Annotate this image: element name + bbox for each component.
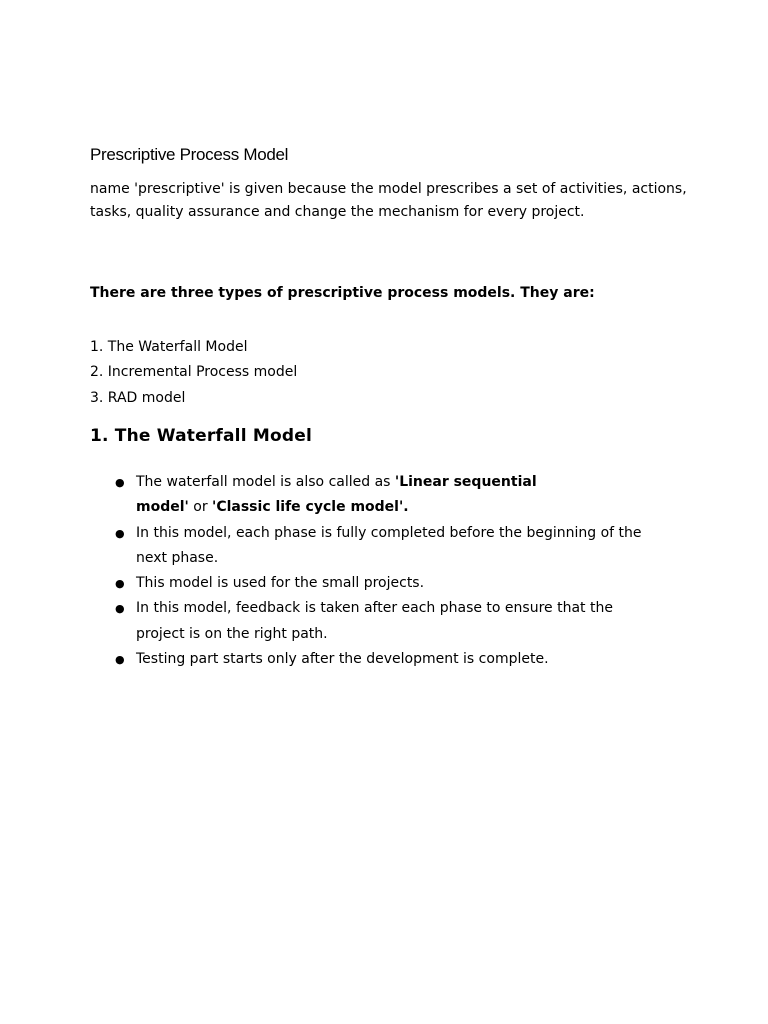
bullet-icon: ● [115,526,125,540]
waterfall-bullet-list [114,470,674,672]
bullet-icon: ● [115,602,125,616]
list-item [114,647,674,672]
bullet-text: The waterfall model is also called as [136,474,395,490]
list-item: 1. The Waterfall Model [90,339,248,355]
list-item: 3. RAD model [90,389,186,406]
list-item [114,596,674,647]
bullet-text: In this model, each phase is fully completed before the beginning of the next phase. [136,524,642,566]
model-list [90,335,297,411]
types-heading: There are three types of prescriptive process models. They are: [90,285,595,301]
bullet-text: In this model, feedback is taken after each phase to ensure that the project is on the right path. [136,600,613,642]
page-title: Prescriptive Process Model [90,145,289,164]
bullet-bold-text: 'Linear sequential model' [136,474,537,516]
bullet-text: or [188,499,213,516]
section-heading: 1. The Waterfall Model [90,426,312,446]
bullet-icon: ● [115,577,125,591]
list-item [114,571,674,596]
intro-paragraph: name 'prescriptive' is given because the model prescribes a set of activities, actions, tasks, quality assurance and change the mechanism for every project. [90,181,687,220]
list-item: 2. Incremental Process model [90,364,298,381]
bullet-text: This model is used for the small projects. [136,575,425,592]
bullet-text: Testing part starts only after the development is complete. [136,651,549,668]
list-item [114,470,674,521]
list-item [114,521,674,572]
bullet-icon: ● [115,476,125,489]
bullet-icon: ● [115,653,125,667]
bullet-bold-text: 'Classic life cycle model'. [212,499,409,516]
